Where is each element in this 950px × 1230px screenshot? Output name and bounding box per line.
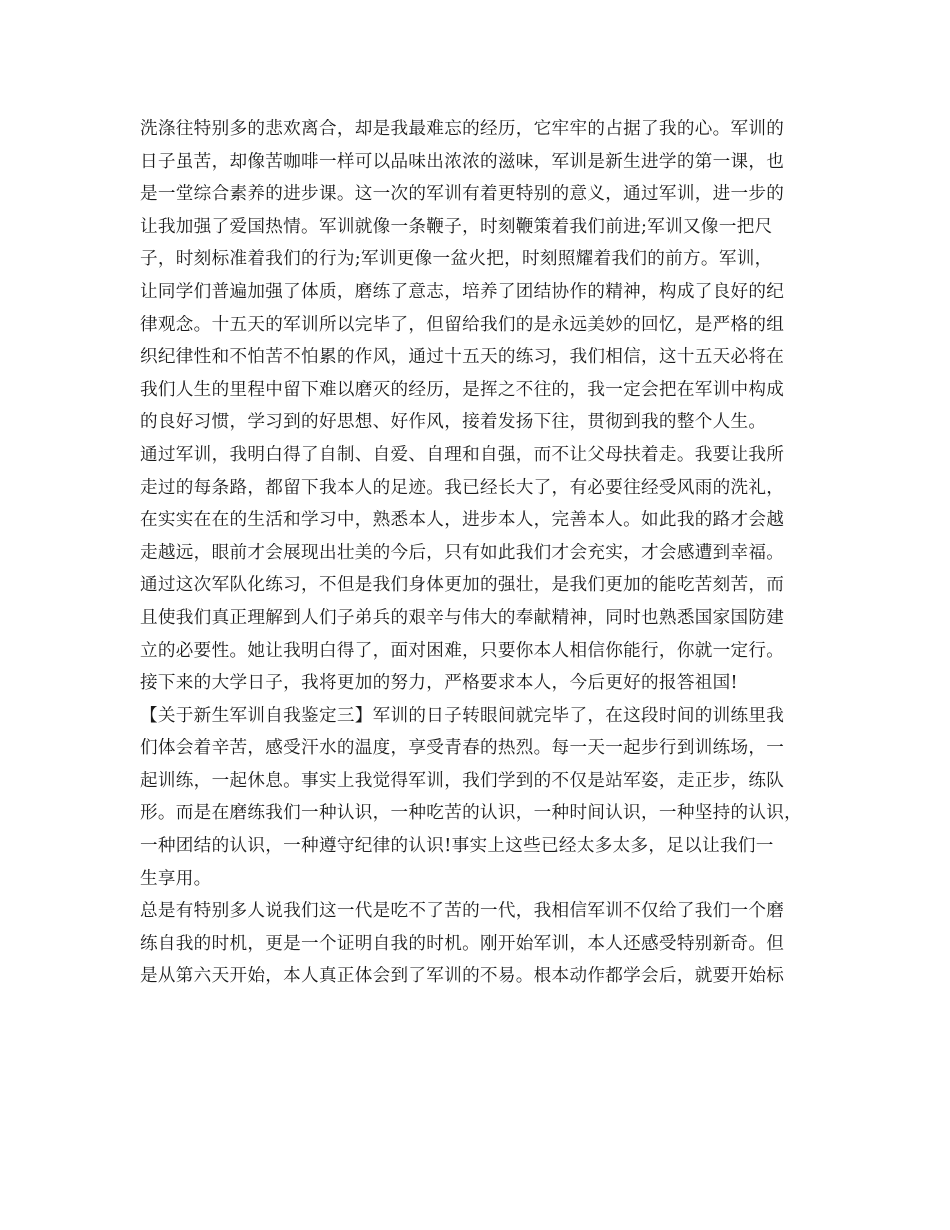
text-line: 走越远，眼前才会展现出壮美的今后，只有如此我们才会充实，才会感遭到幸福。 — [140, 542, 785, 563]
text-line: 我们人生的里程中留下难以磨灭的经历，是挥之不往的，我一定会把在军训中构成 — [140, 379, 785, 400]
text-line: 生享用。 — [140, 868, 212, 889]
text-line: 立的必要性。她让我明白得了，面对困难，只要你本人相信你能行，你就一定行。 — [140, 640, 785, 661]
text-line: 【关于新生军训自我鉴定三】军训的日子转眼间就完毕了，在这段时间的训练里我 — [140, 705, 785, 726]
text-line: 是从第六天开始，本人真正体会到了军训的不易。根本动作都学会后，就要开始标 — [140, 966, 785, 987]
text-line: 子，时刻标准着我们的行为;军训更像一盆火把，时刻照耀着我们的前方。军训， — [140, 249, 773, 270]
text-line: 律观念。十五天的军训所以完毕了，但留给我们的是永远美妙的回忆，是严格的组 — [140, 314, 785, 335]
text-line: 总是有特别多人说我们这一代是吃不了苦的一代，我相信军训不仅给了我们一个磨 — [140, 901, 785, 922]
text-line: 通过军训，我明白得了自制、自爱、自理和自强，而不让父母扶着走。我要让我所 — [140, 444, 785, 465]
text-line: 织纪律性和不怕苦不怕累的作风，通过十五天的练习，我们相信，这十五天必将在 — [140, 347, 785, 368]
text-line: 且使我们真正理解到人们子弟兵的艰辛与伟大的奉献精神，同时也熟悉国家国防建 — [140, 607, 785, 628]
text-line: 接下来的大学日子，我将更加的努力，严格要求本人，今后更好的报答祖国! — [140, 673, 738, 694]
text-line: 在实实在在的生活和学习中，熟悉本人，进步本人，完善本人。如此我的路才会越 — [140, 510, 785, 531]
text-line: 走过的每条路，都留下我本人的足迹。我已经长大了，有必要往经受风雨的洗礼， — [140, 477, 785, 498]
text-line: 形。而是在磨练我们一种认识，一种吃苦的认识，一种时间认识，一种坚持的认识， — [140, 803, 803, 824]
text-line: 的良好习惯，学习到的好思想、好作风，接着发扬下往，贯彻到我的整个人生。 — [140, 412, 767, 433]
body-text — [140, 113, 830, 993]
text-line: 是一堂综合素养的进步课。这一次的军训有着更特别的意义，通过军训，进一步的 — [140, 184, 785, 205]
text-line: 们体会着辛苦，感受汗水的温度，享受青春的热烈。每一天一起步行到训练场，一 — [140, 738, 785, 759]
text-line: 让我加强了爱国热情。军训就像一条鞭子，时刻鞭策着我们前进;军训又像一把尺 — [140, 216, 773, 237]
text-line: 让同学们普遍加强了体质，磨练了意志，培养了团结协作的精神，构成了良好的纪 — [140, 281, 785, 302]
text-line: 起训练，一起休息。事实上我觉得军训，我们学到的不仅是站军姿，走正步，练队 — [140, 770, 785, 791]
text-line: 练自我的时机，更是一个证明自我的时机。刚开始军训，本人还感受特别新奇。但 — [140, 933, 785, 954]
text-line: 洗涤往特别多的悲欢离合，却是我最难忘的经历，它牢牢的占据了我的心。军训的 — [140, 119, 785, 139]
text-line: 日子虽苦，却像苦咖啡一样可以品味出浓浓的滋味，军训是新生进学的第一课，也 — [140, 151, 785, 172]
text-line: 通过这次军队化练习，不但是我们身体更加的强壮，是我们更加的能吃苦刻苦，而 — [140, 575, 785, 596]
text-line: 一种团结的认识，一种遵守纪律的认识!事实上这些已经太多太多，足以让我们一 — [140, 836, 774, 857]
